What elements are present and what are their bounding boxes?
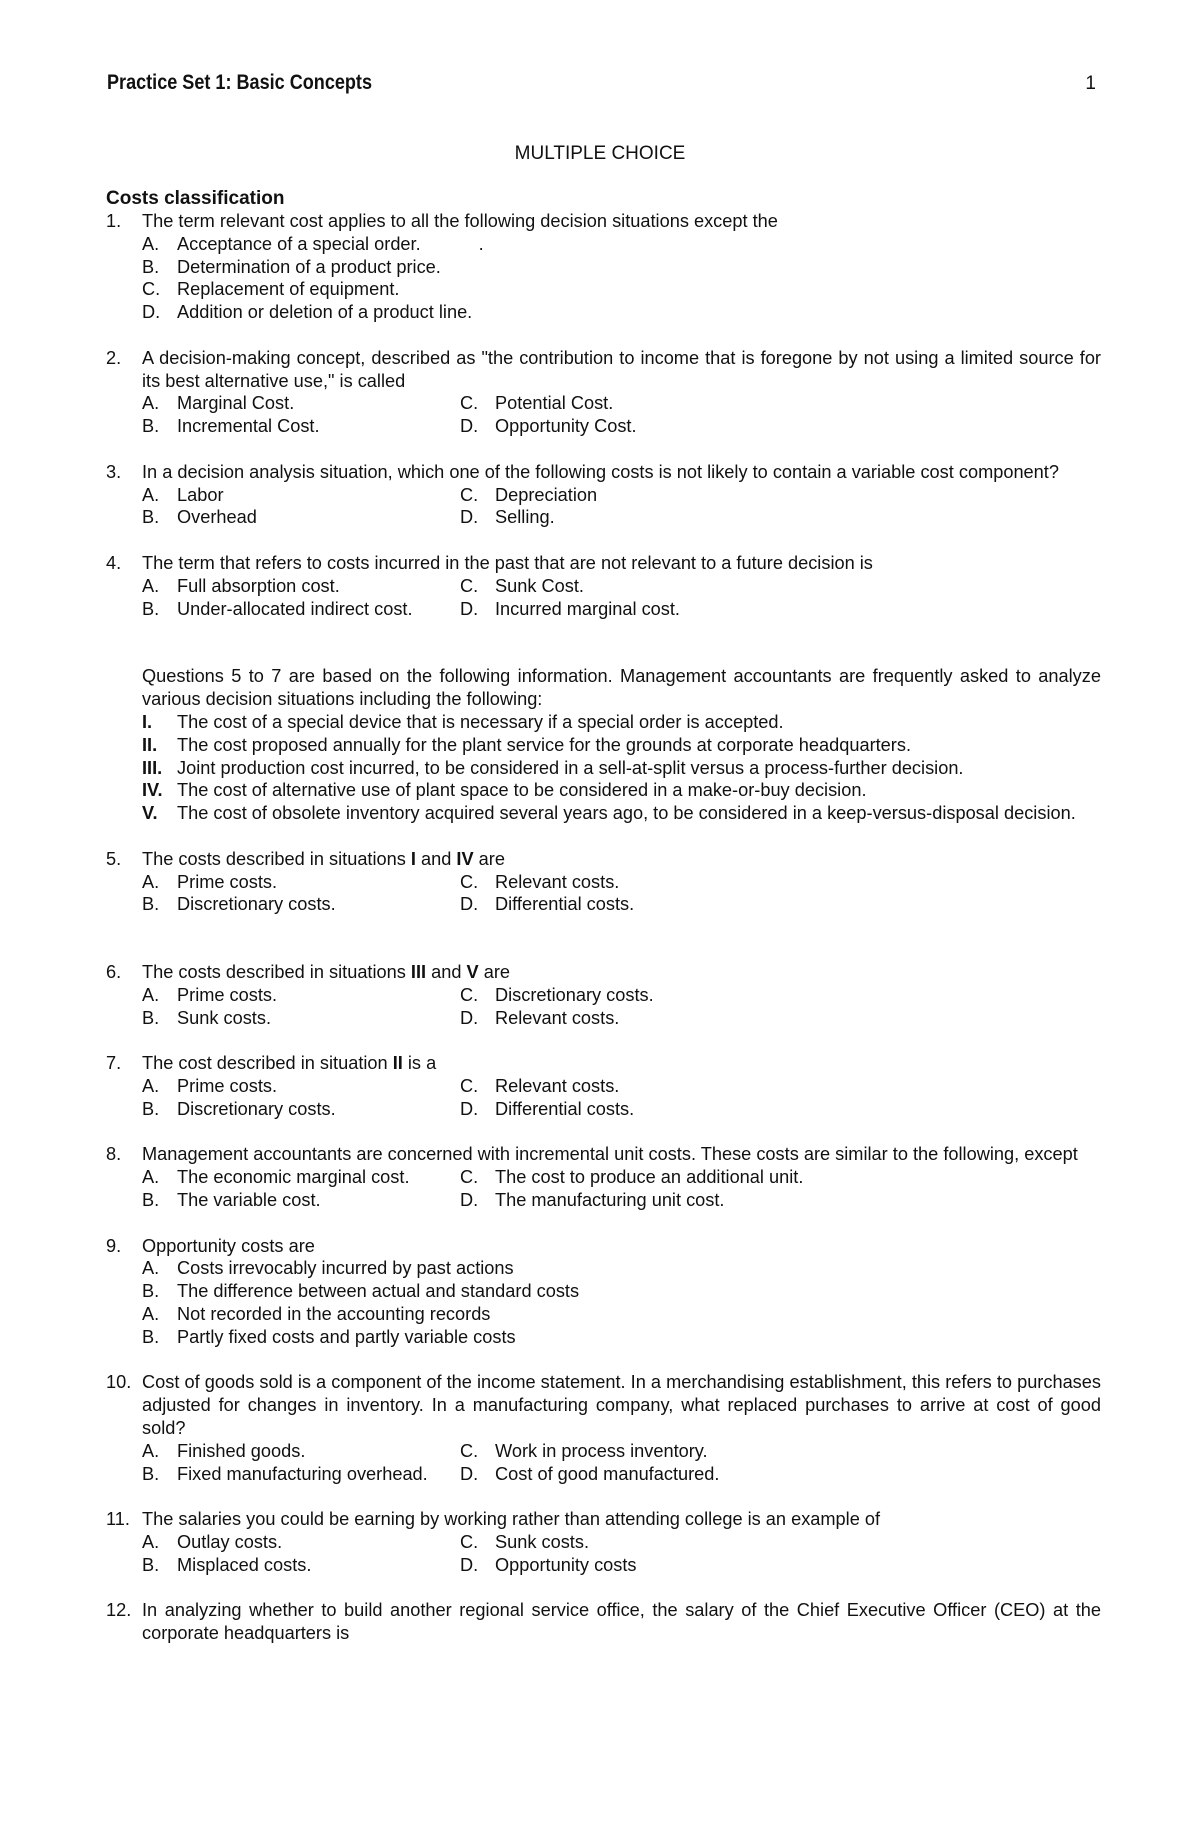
question-number: 7. <box>106 1053 122 1074</box>
option-d: D. Addition or deletion of a product line. <box>142 302 473 323</box>
option-b: B. Determination of a product price. <box>142 256 441 277</box>
question-number: 12. <box>106 1600 132 1621</box>
option-b: B. Under-allocated indirect cost. <box>142 598 413 619</box>
option-c: C. Relevant costs. <box>460 871 620 892</box>
situation-item: IV. The cost of alternative use of plant space to be considered in a make-or-buy decision. <box>142 780 867 801</box>
question-10 <box>106 1371 1101 1485</box>
question-12 <box>106 1599 1101 1645</box>
option-a: A. Outlay costs. <box>142 1532 283 1553</box>
section-title: MULTIPLE CHOICE <box>514 143 686 164</box>
question-number: 9. <box>106 1235 122 1256</box>
option-c: C. Potential Cost. <box>460 393 614 414</box>
question-4 <box>106 552 1101 620</box>
option-b: B. Overhead <box>142 507 257 528</box>
option-a: A. Acceptance of a special order. . <box>142 233 484 254</box>
question-stem: Opportunity costs are <box>142 1235 315 1256</box>
option-c: C. The cost to produce an additional unit. <box>460 1167 804 1188</box>
option-1: A. Costs irrevocably incurred by past actions <box>142 1258 514 1279</box>
question-number: 3. <box>106 461 122 482</box>
question-9 <box>106 1235 1101 1349</box>
header-title: Practice Set 1: Basic Concepts <box>107 71 373 94</box>
page-header <box>107 72 1096 100</box>
question-stem: The term relevant cost applies to all the following decision situations except the <box>142 211 778 231</box>
question-stem: Cost of goods sold is a component of the income statement. In a merchandising establishment, this refers to purchases adjusted for changes in inventory. In a manufacturing company, what replaced purchases to arrive at cost of good sold? <box>142 1372 1101 1439</box>
option-b: B. Fixed manufacturing overhead. <box>142 1463 428 1484</box>
option-b: B. Misplaced costs. <box>142 1554 312 1575</box>
option-c: C. Discretionary costs. <box>460 984 654 1005</box>
question-7 <box>106 1052 1101 1120</box>
option-c: C. Replacement of equipment. <box>142 279 400 300</box>
situation-item: III. Joint production cost incurred, to be considered in a sell-at-split versus a process-further decision. <box>142 757 964 778</box>
question-number: 5. <box>106 848 122 869</box>
question-stem: The term that refers to costs incurred in the past that are not relevant to a future decision is <box>142 552 873 573</box>
info-block <box>106 665 1101 825</box>
situation-item: I. The cost of a special device that is necessary if a special order is accepted. <box>142 711 784 732</box>
option-a: A. Prime costs. <box>142 1076 278 1097</box>
situation-item: V. The cost of obsolete inventory acquired several years ago, to be considered in a keep-versus-disposal decision. <box>142 803 1076 824</box>
option-4: B. Partly fixed costs and partly variable costs <box>142 1326 516 1347</box>
option-a: A. Finished goods. <box>142 1440 306 1461</box>
question-3 <box>106 461 1101 529</box>
option-a: A. Full absorption cost. <box>142 575 340 596</box>
option-c: C. Depreciation <box>460 484 598 505</box>
option-d: D. Incurred marginal cost. <box>460 598 680 619</box>
question-8 <box>106 1143 1101 1211</box>
question-11 <box>106 1508 1101 1576</box>
option-d: D. The manufacturing unit cost. <box>460 1190 725 1211</box>
questions-content <box>106 187 1101 1645</box>
situation-item: II. The cost proposed annually for the plant service for the grounds at corporate headquarters. <box>142 734 912 755</box>
option-d: D. Opportunity Cost. <box>460 416 637 437</box>
option-a: A. Prime costs. <box>142 984 278 1005</box>
question-2 <box>106 347 1101 438</box>
option-d: D. Cost of good manufactured. <box>460 1463 720 1484</box>
option-a: A. The economic marginal cost. <box>142 1167 410 1188</box>
question-number: 4. <box>106 552 122 573</box>
page-number: 1 <box>1085 73 1096 94</box>
option-c: C. Sunk costs. <box>460 1532 590 1553</box>
question-number: 10. <box>106 1372 132 1393</box>
question-stem: Management accountants are concerned with incremental unit costs. These costs are similar to the following, except <box>142 1144 1078 1165</box>
option-b: B. Discretionary costs. <box>142 1098 336 1119</box>
question-stem: A decision-making concept, described as "the contribution to income that is foregone by not using a limited source for its best alternative use," is called <box>142 347 1101 391</box>
option-d: D. Selling. <box>460 507 555 528</box>
question-stem: The costs described in situations I and IV are <box>142 848 505 869</box>
option-c: C. Sunk Cost. <box>460 575 584 596</box>
option-d: D. Relevant costs. <box>460 1007 620 1028</box>
question-number: 11. <box>106 1509 130 1530</box>
option-b: B. Sunk costs. <box>142 1007 272 1028</box>
option-3: A. Not recorded in the accounting records <box>142 1304 491 1325</box>
option-c: C. Relevant costs. <box>460 1076 620 1097</box>
question-number: 8. <box>106 1144 122 1165</box>
option-a: A. Prime costs. <box>142 871 278 892</box>
option-a: A. Labor <box>142 484 224 505</box>
option-d: D. Differential costs. <box>460 1098 635 1119</box>
question-stem: The cost described in situation II is a <box>142 1053 437 1074</box>
question-number: 1. <box>106 211 122 231</box>
question-stem: In analyzing whether to build another regional service office, the salary of the Chief Executive Officer (CEO) at the corporate headquarters is <box>142 1600 1101 1644</box>
option-2: B. The difference between actual and standard costs <box>142 1281 580 1302</box>
info-paragraph: Questions 5 to 7 are based on the following information. Management accountants are frequently asked to analyze various decision situations including the following: <box>142 666 1101 710</box>
question-stem: The salaries you could be earning by working rather than attending college is an example of <box>142 1509 881 1530</box>
option-d: D. Opportunity costs <box>460 1554 637 1575</box>
option-b: B. Discretionary costs. <box>142 894 336 915</box>
option-d: D. Differential costs. <box>460 894 635 915</box>
option-a: A. Marginal Cost. <box>142 393 295 414</box>
stray-mark: . <box>478 233 484 254</box>
question-number: 6. <box>106 962 122 983</box>
question-stem: The costs described in situations III and V are <box>142 962 511 983</box>
question-1 <box>106 210 1101 324</box>
option-b: B. Incremental Cost. <box>142 416 320 437</box>
option-b: B. The variable cost. <box>142 1190 321 1211</box>
topic-heading: Costs classification <box>106 188 285 209</box>
question-5 <box>106 848 1101 916</box>
option-c: C. Work in process inventory. <box>460 1440 708 1461</box>
question-6 <box>106 961 1101 1029</box>
question-number: 2. <box>106 347 122 368</box>
question-stem: In a decision analysis situation, which one of the following costs is not likely to contain a variable cost component? <box>142 461 1059 482</box>
